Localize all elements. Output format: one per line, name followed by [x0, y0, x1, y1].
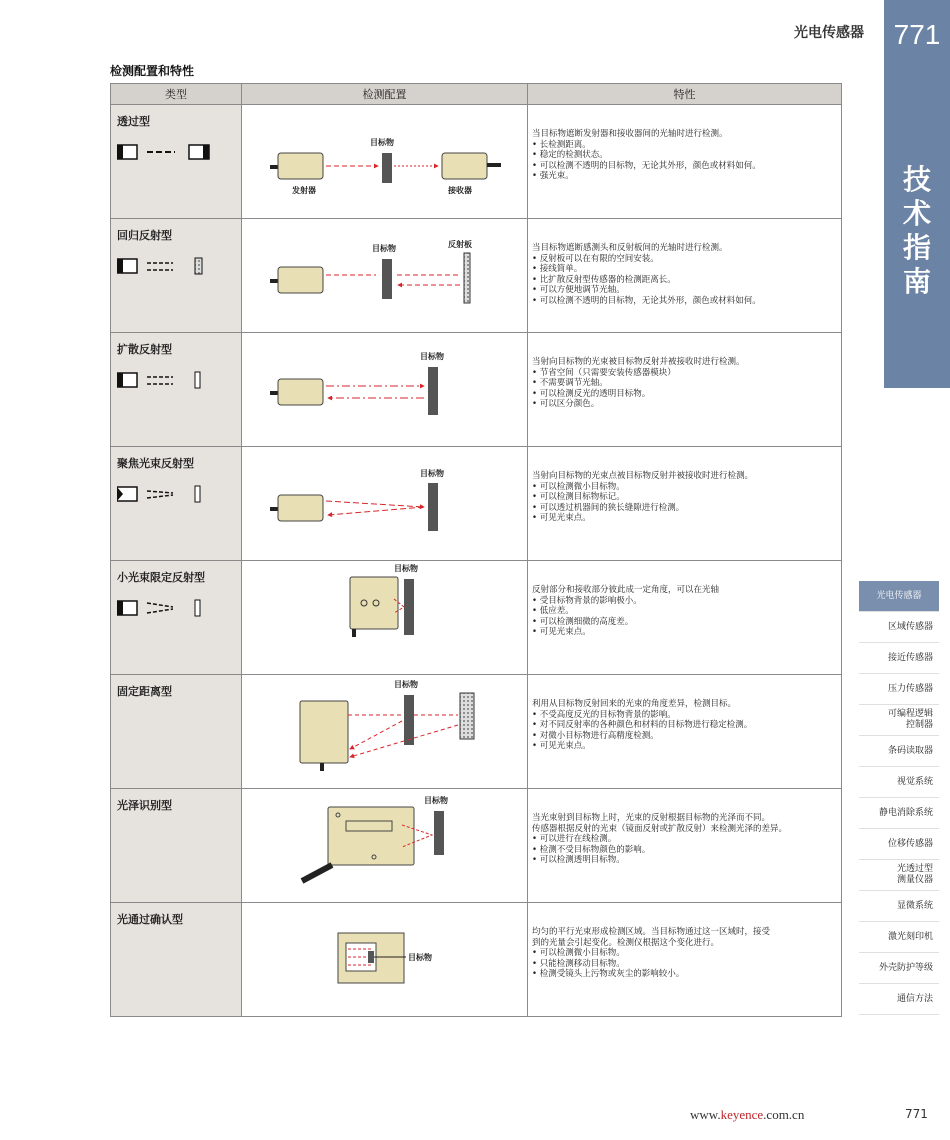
side-tab-char: 技 [902, 163, 931, 196]
side-tab-band [884, 70, 950, 388]
type-name: 聚焦光束反射型 [117, 457, 194, 470]
side-tab-char: 术 [902, 197, 931, 230]
type-name: 回归反射型 [117, 229, 172, 242]
url-brand: keyence [720, 1107, 764, 1122]
feature-line: • 可以检测不透明的目标物，无论其外形，颜色或材料如何。 [532, 295, 761, 306]
target-label: 目标物 [394, 564, 418, 573]
nav-item-laser-marker[interactable]: 激光刻印机 [859, 922, 939, 953]
table-row [111, 333, 842, 447]
feature-line: • 对不同反射率的各种颜色和材料的目标物进行稳定检测。 [532, 720, 753, 730]
feature-line: • 可以检测微小目标物。 [532, 948, 625, 958]
emitter-label: 发射器 [292, 186, 316, 195]
light-passage-diagram [242, 903, 527, 1016]
header-title: 光电传感器 [794, 25, 864, 41]
convergent-reflective-icon [117, 483, 227, 507]
feature-line: • 检测不受目标物颜色的影响。 [532, 844, 651, 855]
nav-item-communication[interactable]: 通信方法 [859, 984, 939, 1015]
table-row [111, 561, 842, 675]
feature-line: 反射部分和接收部分彼此成一定角度，可以在光轴 [532, 585, 720, 595]
retro-reflective-diagram [242, 219, 527, 332]
feature-line: • 稳定的检测状态。 [532, 150, 608, 160]
feature-line: • 可见光束点。 [532, 513, 591, 523]
convergent-reflective-diagram [242, 447, 527, 560]
nav-item-static-eliminator[interactable]: 静电消除系统 [859, 798, 939, 829]
feature-text [532, 699, 832, 752]
feature-line: • 可见光束点。 [532, 627, 591, 637]
feature-text [532, 813, 832, 866]
through-beam-icon [117, 141, 227, 165]
target-label: 目标物 [408, 953, 432, 962]
target-label: 目标物 [424, 796, 448, 805]
feature-line: 到的光量会引起变化。检测仪根据这个变化进行。 [532, 937, 720, 948]
feature-line: • 接线简单。 [532, 264, 583, 274]
table-row [111, 105, 842, 219]
feature-line: • 低应差。 [532, 606, 574, 616]
feature-line: • 节省空间（只需要安装传感器模块） [532, 367, 676, 378]
table-row [111, 903, 842, 1017]
nav-item-microscope[interactable]: 显微系统 [859, 891, 939, 922]
category-nav [859, 581, 939, 1015]
side-tab-char: 指 [902, 231, 931, 264]
feature-line: • 可以检测不透明的目标物，无论其外形，颜色或材料如何。 [532, 160, 761, 171]
detection-table [110, 83, 842, 1017]
limited-reflective-diagram [242, 561, 527, 674]
feature-line: • 可以检测反光的透明目标物。 [532, 388, 651, 399]
page-number-tab: 771 [884, 0, 950, 70]
footer-url[interactable] [690, 1107, 804, 1123]
feature-line: • 可以进行在线检测。 [532, 834, 617, 844]
through-beam-diagram [242, 105, 527, 218]
feature-line: • 不需要调节光轴。 [532, 378, 608, 388]
feature-line: • 可以检测微小目标物。 [532, 481, 625, 492]
feature-line: • 对微小目标物进行高精度检测。 [532, 730, 659, 741]
feature-line: 利用从目标物反射回来的光束的角度差异，检测目标。 [532, 699, 737, 709]
diffuse-reflective-icon [117, 369, 227, 393]
nav-item-plc[interactable]: 可编程逻辑 控制器 [859, 705, 939, 736]
target-label: 目标物 [370, 138, 394, 147]
reflector-label: 反射板 [448, 240, 472, 249]
table-row [111, 675, 842, 789]
nav-item-photoelectric[interactable]: 光电传感器 [859, 581, 939, 612]
section-title: 检测配置和特性 [110, 64, 195, 78]
nav-item-proximity[interactable]: 接近传感器 [859, 643, 939, 674]
feature-line: 均匀的平行光束形成检测区域。当目标物通过这一区域时，接受 [532, 927, 771, 937]
feature-line: • 可以检测目标物标记。 [532, 492, 625, 502]
type-name: 扩散反射型 [117, 343, 172, 356]
nav-item-ip-rating[interactable]: 外壳防护等级 [859, 953, 939, 984]
feature-line: 当光束射到目标物上时，光束的反射根据目标物的光泽而不同。 [532, 813, 771, 823]
header-features: 特性 [528, 84, 842, 105]
type-name: 透过型 [117, 115, 150, 128]
feature-line: • 受目标物背景的影响极小。 [532, 595, 642, 606]
feature-line: • 只能检测移动目标物。 [532, 958, 625, 969]
nav-item-vision[interactable]: 视觉系统 [859, 767, 939, 798]
target-label: 目标物 [372, 244, 396, 253]
feature-line: • 可见光束点。 [532, 741, 591, 751]
feature-line: 当射向目标物的光束点被目标物反射并被接收时进行检测。 [532, 471, 754, 481]
feature-line: • 可以透过机器间的狭长缝隙进行检测。 [532, 502, 685, 513]
nav-item-area-sensor[interactable]: 区域传感器 [859, 612, 939, 643]
nav-item-displacement[interactable]: 位移传感器 [859, 829, 939, 860]
nav-item-pressure[interactable]: 压力传感器 [859, 674, 939, 705]
table-row [111, 219, 842, 333]
feature-text [532, 357, 832, 410]
target-label: 目标物 [394, 680, 418, 689]
footer-page-number: 771 [905, 1107, 928, 1121]
nav-item-transmission-gauge[interactable]: 光透过型 测量仪器 [859, 860, 939, 891]
feature-text [532, 585, 832, 638]
feature-line: • 可以方便地调节光轴。 [532, 285, 625, 295]
feature-line: • 检测受镜头上污物或灰尘的影响较小。 [532, 969, 685, 979]
type-name: 光通过确认型 [117, 913, 183, 926]
url-prefix: www. [690, 1107, 721, 1122]
feature-line: • 长检测距离。 [532, 139, 591, 150]
feature-text [532, 243, 832, 306]
feature-line: 当射向目标物的光束被目标物反射并被接收时进行检测。 [532, 357, 745, 367]
feature-line: • 比扩散反射型传感器的检测距离长。 [532, 274, 676, 285]
table-row [111, 447, 842, 561]
url-suffix: .com.cn [763, 1107, 805, 1122]
type-name: 光泽识别型 [117, 799, 172, 812]
limited-reflective-icon [117, 597, 227, 621]
feature-text [532, 129, 832, 182]
feature-line: • 反射板可以在有限的空间安装。 [532, 253, 659, 264]
table-row [111, 789, 842, 903]
nav-item-barcode[interactable]: 条码读取器 [859, 736, 939, 767]
gloss-detection-diagram [242, 789, 527, 902]
feature-line: • 可以检测透明目标物。 [532, 855, 625, 865]
feature-line: • 不受高度反光的目标物背景的影响。 [532, 709, 676, 720]
feature-text [532, 471, 832, 524]
feature-line: • 可以区分颜色。 [532, 399, 600, 409]
retro-reflective-icon [117, 255, 227, 279]
target-label: 目标物 [420, 469, 444, 478]
feature-line: 当目标物遮断发射器和接收器间的光轴时进行检测。 [532, 129, 728, 139]
feature-line: • 可以检测细微的高度差。 [532, 616, 634, 627]
feature-line: 传感器根据反射的光束（镜面反射或扩散反射）来检测光泽的差异。 [532, 823, 788, 834]
target-label: 目标物 [420, 352, 444, 361]
feature-line: 当目标物遮断感测头和反射板间的光轴时进行检测。 [532, 243, 728, 253]
fixed-distance-diagram [242, 675, 527, 788]
feature-text [532, 927, 832, 980]
feature-line: • 强光束。 [532, 171, 574, 181]
receiver-label: 接收器 [448, 186, 472, 195]
header-config: 检测配置 [242, 84, 528, 105]
header-type: 类型 [111, 84, 242, 105]
type-name: 固定距离型 [117, 685, 172, 698]
type-name: 小光束限定反射型 [117, 571, 205, 584]
diffuse-reflective-diagram [242, 333, 527, 446]
side-tab-char: 南 [902, 265, 931, 298]
